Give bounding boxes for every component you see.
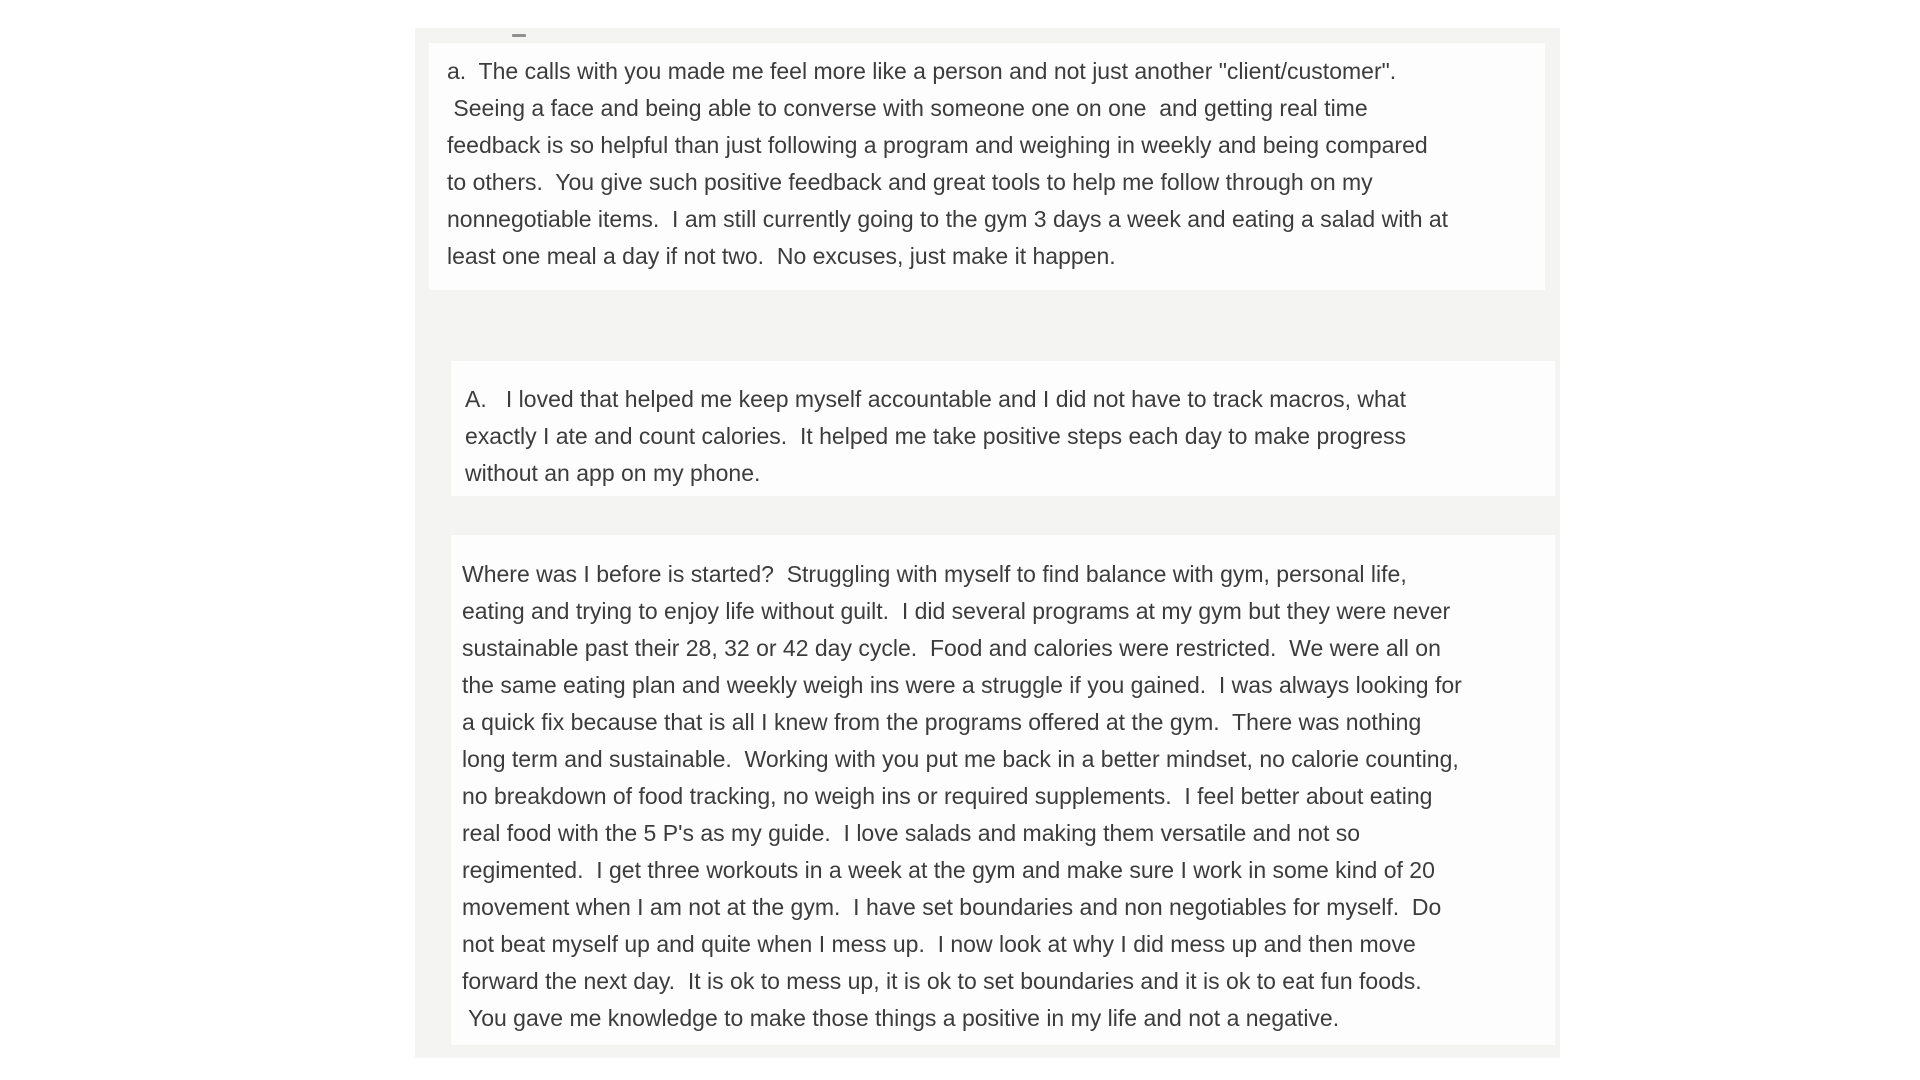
text-line: to others. You give such positive feedback and great tools to help me follow through on my <box>447 169 1373 195</box>
text-line: Where was I before is started? Struggling with myself to find balance with gym, personal life, <box>462 561 1407 587</box>
text-line: feedback is so helpful than just following a program and weighing in weekly and being compared <box>447 132 1428 158</box>
text-line: the same eating plan and weekly weigh ins were a struggle if you gained. I was always looking for <box>462 672 1462 698</box>
testimonial-block-a <box>429 43 1545 290</box>
text-line: least one meal a day if not two. No excuses, just make it happen. <box>447 243 1116 269</box>
text-line: long term and sustainable. Working with you put me back in a better mindset, no calorie counting, <box>462 746 1459 772</box>
text-line: sustainable past their 28, 32 or 42 day cycle. Food and calories were restricted. We were all on <box>462 635 1441 661</box>
text-line: forward the next day. It is ok to mess up, it is ok to set boundaries and it is ok to eat fun foods. <box>462 968 1422 994</box>
text-line: A. I loved that helped me keep myself accountable and I did not have to track macros, what <box>465 386 1406 412</box>
text-line: movement when I am not at the gym. I have set boundaries and non negotiables for myself. Do <box>462 894 1442 920</box>
text-line: You gave me knowledge to make those things a positive in my life and not a negative. <box>462 1005 1340 1031</box>
text-line: without an app on my phone. <box>465 460 761 486</box>
text-line: not beat myself up and quite when I mess up. I now look at why I did mess up and then move <box>462 931 1416 957</box>
text-line: no breakdown of food tracking, no weigh ins or required supplements. I feel better about eating <box>462 783 1433 809</box>
text-line: real food with the 5 P's as my guide. I love salads and making them versatile and not so <box>462 820 1361 846</box>
stray-mark <box>512 34 526 37</box>
testimonial-block-where-was-i <box>451 535 1555 1045</box>
text-line: a. The calls with you made me feel more like a person and not just another "client/customer". <box>447 58 1397 84</box>
testimonial-block-capital-a <box>451 361 1555 496</box>
text-line: nonnegotiable items. I am still currently going to the gym 3 days a week and eating a salad with at <box>447 206 1449 232</box>
text-line: Seeing a face and being able to converse with someone one on one and getting real time <box>447 95 1368 121</box>
text-line: regimented. I get three workouts in a week at the gym and make sure I work in some kind of 20 <box>462 857 1435 883</box>
text-line: a quick fix because that is all I knew from the programs offered at the gym. There was nothing <box>462 709 1422 735</box>
text-line: eating and trying to enjoy life without guilt. I did several programs at my gym but they were never <box>462 598 1451 624</box>
text-line: exactly I ate and count calories. It helped me take positive steps each day to make progress <box>465 423 1406 449</box>
